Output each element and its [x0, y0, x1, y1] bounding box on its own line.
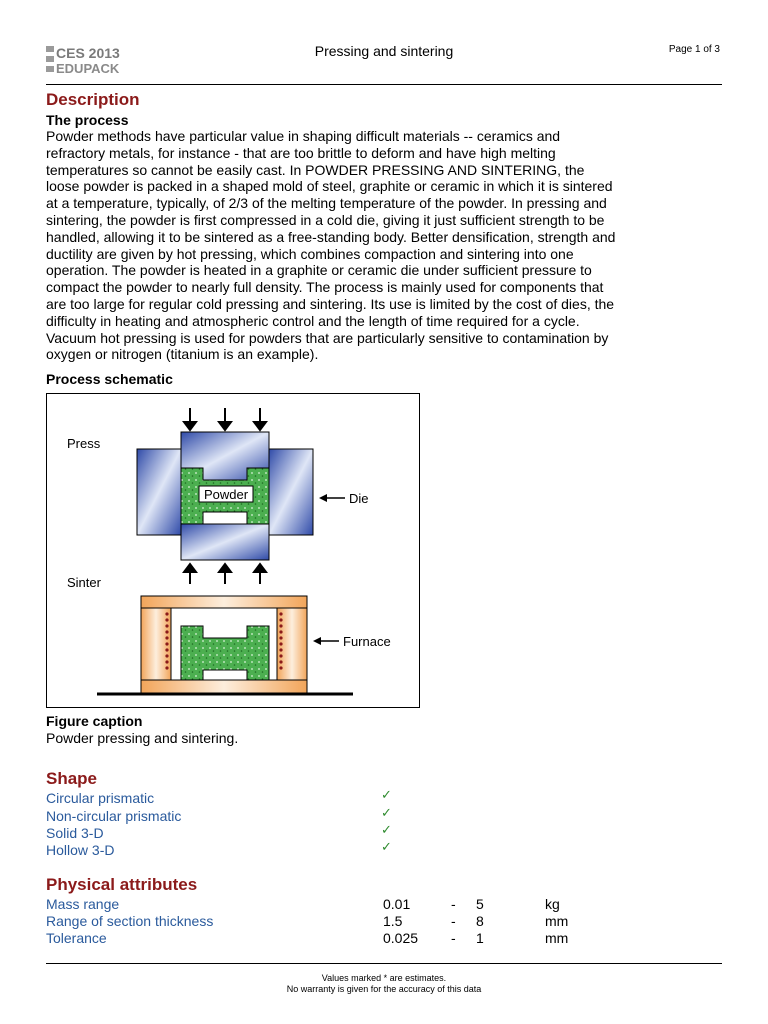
check-icon: ✓	[381, 822, 392, 837]
press-label: Press	[67, 436, 101, 451]
description-line: Powder methods have particular value in shaping difficult materials -- ceramics and	[46, 128, 561, 144]
attribute-label: Tolerance	[46, 930, 107, 946]
shape-item-label: Solid 3-D	[46, 825, 104, 841]
check-icon: ✓	[381, 805, 392, 820]
attribute-max: 1	[476, 930, 484, 946]
description-line: difficulty in heating and atmospheric control and the length of time required for a cycle.	[46, 312, 580, 329]
attribute-dash: -	[451, 896, 456, 912]
attribute-max: 5	[476, 896, 484, 912]
page-number: Page 1 of 3	[668, 44, 720, 55]
document-title: Pressing and sintering	[314, 43, 454, 59]
description-line: compact the powder to nearly full density. The process is mainly used for components that	[46, 279, 604, 296]
description-line: are too large for regular cold pressing and sintering. Its use is limited by the cost of dies, the	[46, 295, 615, 312]
footer-divider	[46, 963, 722, 964]
check-icon: ✓	[381, 839, 392, 854]
caption-text: Powder pressing and sintering.	[46, 730, 239, 746]
process-schematic-figure	[46, 393, 420, 708]
description-line: temperatures so cannot be easily cast. In POWDER PRESSING AND SINTERING, the	[46, 161, 585, 178]
press-arrows-down	[184, 408, 266, 430]
description-line: handled, allowing it to be sintered as a free-standing body. Better densification, strength and	[46, 228, 616, 245]
shape-item-label: Non-circular prismatic	[46, 808, 182, 824]
attribute-min: 0.01	[383, 896, 411, 912]
attribute-min: 0.025	[383, 930, 419, 946]
physical-attributes-heading: Physical attributes	[46, 875, 198, 894]
attribute-dash: -	[451, 913, 456, 929]
die-left-block	[137, 449, 181, 535]
header-divider	[46, 84, 722, 85]
logo-text-top: CES 2013	[56, 45, 120, 61]
attribute-unit: mm	[545, 930, 569, 946]
sintered-part	[181, 626, 269, 680]
check-icon: ✓	[381, 787, 392, 802]
schematic-diagram	[47, 394, 419, 707]
furnace-label: Furnace	[343, 634, 391, 649]
attribute-dash: -	[451, 930, 456, 946]
press-arrows-up	[184, 564, 266, 584]
caption-heading: Figure caption	[46, 713, 143, 729]
description-line: refractory metals, for instance - that are too brittle to deform and have high melting	[46, 144, 556, 161]
sinter-label: Sinter	[67, 575, 101, 590]
powder-label: Powder	[203, 487, 249, 502]
description-line: sintering, the powder is first compressed in a cold die, giving it just sufficient strength to be	[46, 211, 605, 228]
attribute-unit: kg	[545, 896, 560, 912]
description-line: Vacuum hot pressing is used for powders that are particularly sensitive to contamination by	[46, 329, 609, 346]
footer-estimates-note: Values marked * are estimates.	[321, 973, 447, 983]
attribute-label: Mass range	[46, 896, 120, 912]
attribute-unit: mm	[545, 913, 569, 929]
description-line: at a temperature, typically, of 2/3 of the melting temperature of the powder. In pressing and	[46, 195, 607, 212]
shape-heading: Shape	[46, 769, 98, 788]
furnace-base	[141, 680, 307, 694]
description-heading: Description	[46, 90, 140, 109]
description-line: ductility are given by hot pressing, which combines compaction and sintering into one	[46, 245, 574, 262]
shape-item-label: Hollow 3-D	[46, 842, 115, 858]
description-line: operation. The powder is heated in a graphite or ceramic die under sufficient pressure to	[46, 262, 592, 279]
description-line: oxygen or nitrogen (titanium is an example).	[46, 346, 319, 363]
description-paragraph	[46, 128, 646, 363]
attribute-max: 8	[476, 913, 484, 929]
footer-note	[0, 973, 768, 995]
attribute-label: Range of section thickness	[46, 913, 214, 929]
furnace-top	[141, 596, 307, 608]
schematic-heading: Process schematic	[46, 371, 173, 387]
lower-punch	[181, 524, 269, 560]
process-subheading: The process	[46, 112, 129, 128]
die-label: Die	[349, 491, 369, 506]
attribute-min: 1.5	[383, 913, 403, 929]
description-line: loose powder is packed in a shaped mold of steel, graphite or ceramic in which it is sintered	[46, 178, 613, 195]
die-right-block	[269, 449, 313, 535]
logo-text-bottom: EDUPACK	[56, 61, 120, 76]
footer-warranty-note: No warranty is given for the accuracy of this data	[286, 984, 482, 994]
shape-item-label: Circular prismatic	[46, 790, 155, 806]
